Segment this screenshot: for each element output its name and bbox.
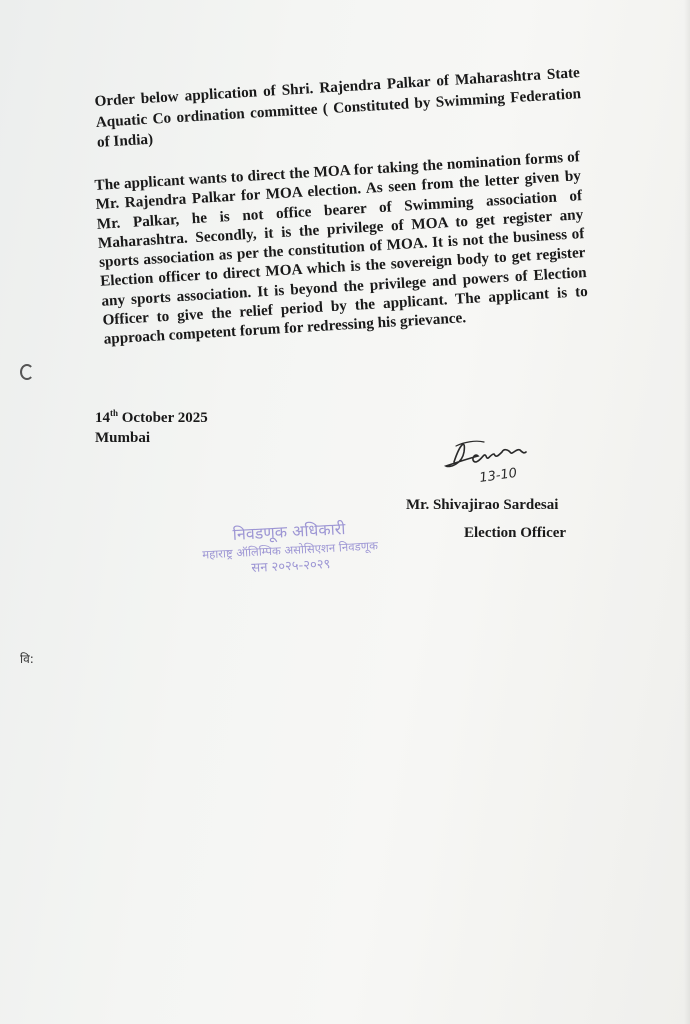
- date-day: 14: [95, 410, 110, 426]
- stamp-line-2: महाराष्ट्र ऑलिम्पिक असोसिएशन निवडणूक: [201, 538, 379, 562]
- stamp-line-3: सन २०२५-२०२९: [251, 556, 331, 577]
- date-suffix: th: [110, 408, 119, 418]
- page-edge-shadow: [684, 0, 690, 1024]
- official-stamp: [179, 516, 402, 581]
- date-month-year: October 2025: [118, 410, 208, 426]
- handwritten-signature: [440, 432, 540, 492]
- signer-name: Mr. Shivajirao Sardesai: [406, 497, 559, 513]
- signature-date: 13-10: [478, 465, 518, 486]
- margin-mark: वि:: [20, 652, 34, 666]
- order-place: Mumbai: [95, 430, 151, 446]
- order-heading: Order below application of Shri. Rajendra Palkar of Maharashtra State Aquatic Co ordination committee ( Constituted by Swimming Federation of India): [94, 64, 582, 151]
- stamp-line-1: निवडणूक अधिकारी: [232, 519, 346, 544]
- punch-hole-mark: [20, 364, 34, 380]
- order-date: [95, 408, 208, 428]
- order-body-paragraph: The applicant wants to direct the MOA for taking the nomination forms of Mr. Rajendra Palkar for MOA election. As seen from the letter given by Mr. Palkar, he is not office bearer of Swimming association of Maharashtra. Secondly, it is the privilege of MOA to get register any sports association as per the constitution of MOA. It is not the business of Election officer to direct MOA which is the sovereign body to get register any sports association. It is beyond the privilege and powers of Election Officer to give the relief period by the applicant. The applicant is to approach competent forum for redressing his grievance.: [94, 148, 589, 349]
- date-place-block: [95, 408, 208, 448]
- signer-title: Election Officer: [464, 525, 567, 541]
